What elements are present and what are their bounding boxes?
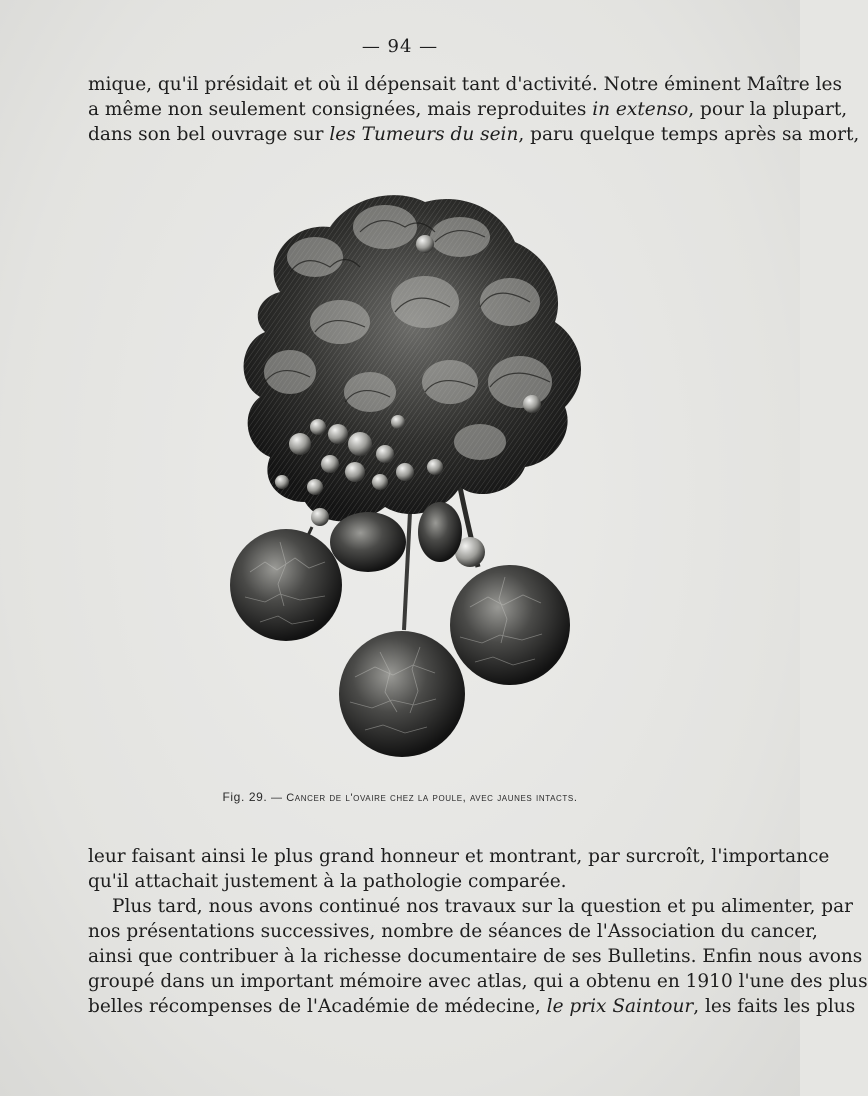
text-line: mique, qu'il présidait et où il dépensait tant d'activité. Notre éminent Maître les (88, 74, 842, 95)
text-line: ainsi que contribuer à la richesse documentaire de ses Bulletins. Enfin nous avons (88, 946, 863, 967)
italic-book-title: les Tumeurs du sein (329, 124, 519, 145)
text-line: qu'il attachait justement à la pathologie comparée. (88, 871, 567, 892)
page-number: — 94 — (361, 36, 439, 57)
italic-prize-name: le prix Saintour (546, 996, 694, 1017)
figure-caption-text: — Cancer de l'ovaire chez la poule, avec jaunes intacts. (270, 792, 578, 804)
bottom-paragraphs (88, 844, 868, 1019)
text-line: dans son bel ouvrage sur les Tumeurs du sein, paru quelque temps après sa mort, (88, 124, 860, 145)
text-line: leur faisant ainsi le plus grand honneur et montrant, par surcroît, l'importance (88, 846, 830, 867)
engraving-illustration (220, 182, 600, 767)
text-line: nos présentations successives, nombre de séances de l'Association du cancer, (88, 921, 818, 942)
top-paragraph (88, 72, 860, 147)
italic-phrase: in extenso (592, 99, 689, 120)
figure-caption (0, 790, 800, 804)
text-line: a même non seulement consignées, mais reproduites in extenso, pour la plupart, (88, 99, 848, 120)
figure-label: Fig. 29. (222, 790, 268, 804)
text-line: Plus tard, nous avons continué nos travaux sur la question et pu alimenter, par (112, 896, 853, 917)
text-line: groupé dans un important mémoire avec atlas, qui a obtenu en 1910 l'une des plus (88, 971, 868, 992)
text-line: belles récompenses de l'Académie de médecine, le prix Saintour, les faits les plus (88, 996, 856, 1017)
